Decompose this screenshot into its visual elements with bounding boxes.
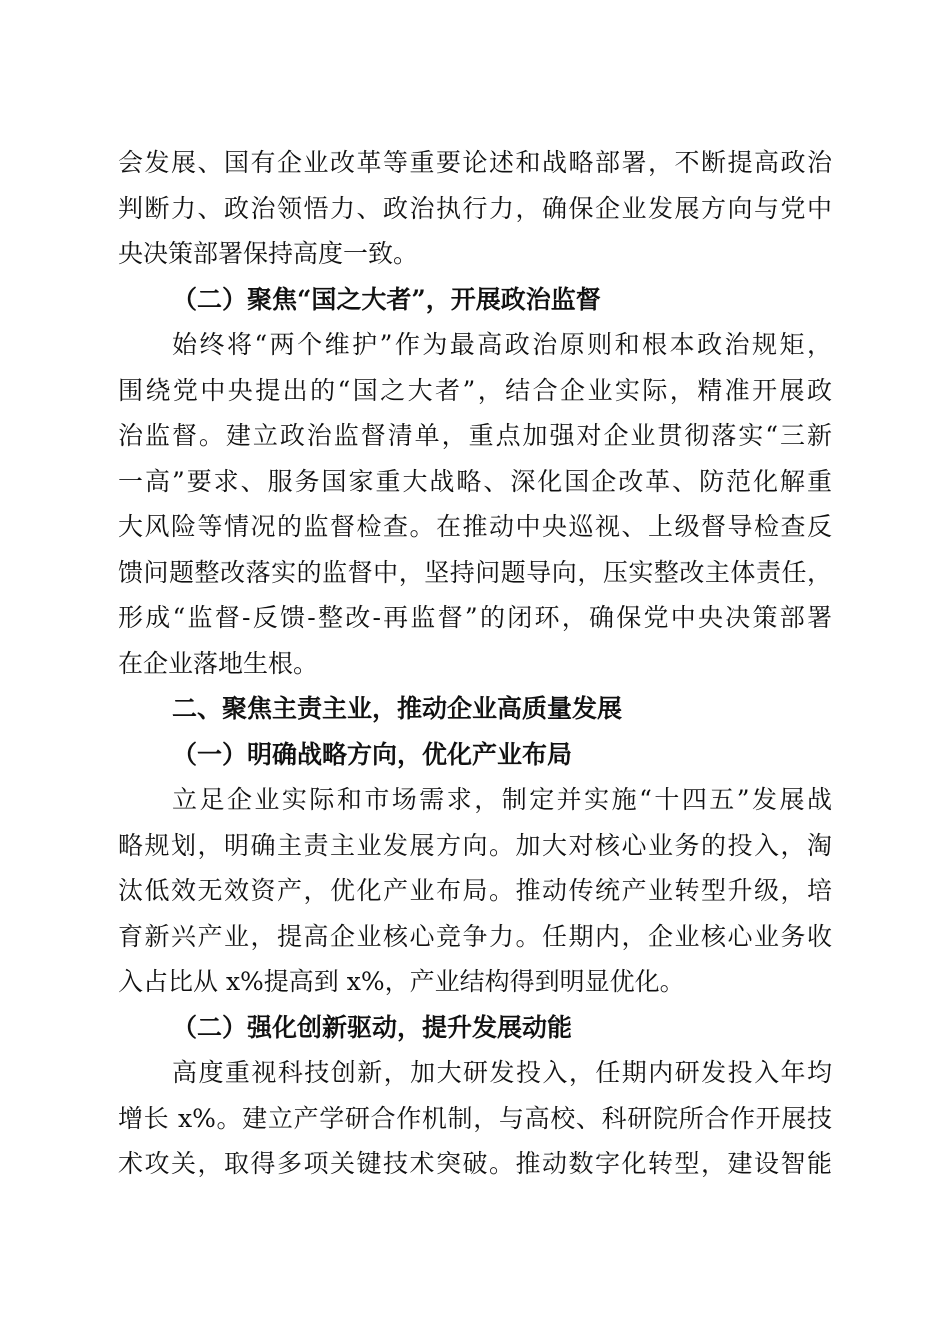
text-line: 略规划，明确主责主业发展方向。加大对核心业务的投入，淘 (118, 830, 832, 860)
text-line: 治监督。建立政治监督清单，重点加强对企业贯彻落实“三新 (118, 421, 832, 450)
text-line: 一高”要求、服务国家重大战略、深化国企改革、防范化解重 (118, 466, 832, 496)
text-line: 育新兴产业，提高企业核心竞争力。任期内，企业核心业务收 (118, 921, 832, 951)
document-body (118, 140, 832, 1187)
text-line: 大风险等情况的监督检查。在推动中央巡视、上级督导检查反 (118, 512, 832, 541)
text-line: 央决策部署保持高度一致。 (118, 239, 419, 268)
paragraph-political-supervision (118, 322, 832, 686)
text-line: 在企业落地生根。 (118, 648, 319, 678)
text-line: 汰低效无效资产，优化产业布局。推动传统产业转型升级，培 (118, 876, 832, 905)
text-line: 始终将“两个维护”作为最高政治原则和根本政治规矩， (172, 330, 832, 359)
paragraph-strategy (118, 777, 832, 1005)
subheading-strategy (118, 732, 832, 778)
subheading-text: （二）聚焦“国之大者”，开展政治监督 (172, 284, 601, 314)
text-line: 立足企业实际和市场需求，制定并实施“十四五”发展战 (172, 785, 832, 814)
subheading-text: （一）明确战略方向，优化产业布局 (172, 739, 573, 769)
section-heading-main-business (118, 686, 832, 732)
paragraph-continued (118, 140, 832, 277)
subheading-political-supervision (118, 277, 832, 323)
paragraph-innovation (118, 1050, 832, 1187)
section-heading-text: 二、聚焦主责主业，推动企业高质量发展 (172, 694, 623, 723)
text-line: 围绕党中央提出的“国之大者”，结合企业实际，精准开展政 (118, 375, 832, 405)
text-line: 会发展、国有企业改革等重要论述和战略部署，不断提高政治 (118, 148, 832, 177)
subheading-text: （二）强化创新驱动，提升发展动能 (172, 1012, 573, 1042)
text-line: 术攻关，取得多项关键技术突破。推动数字化转型，建设智能 (118, 1149, 832, 1178)
text-line: 形成“监督-反馈-整改-再监督”的闭环，确保党中央决策部署 (118, 603, 832, 632)
text-line: 高度重视科技创新，加大研发投入，任期内研发投入年均 (172, 1058, 832, 1087)
text-line: 判断力、政治领悟力、政治执行力，确保企业发展方向与党中 (118, 193, 832, 223)
text-line: 增长 x%。建立产学研合作机制，与高校、科研院所合作开展技 (118, 1103, 832, 1133)
text-line: 入占比从 x%提高到 x%，产业结构得到明显优化。 (118, 967, 685, 996)
text-line: 馈问题整改落实的监督中，坚持问题导向，压实整改主体责任， (118, 557, 832, 587)
subheading-innovation (118, 1005, 832, 1051)
